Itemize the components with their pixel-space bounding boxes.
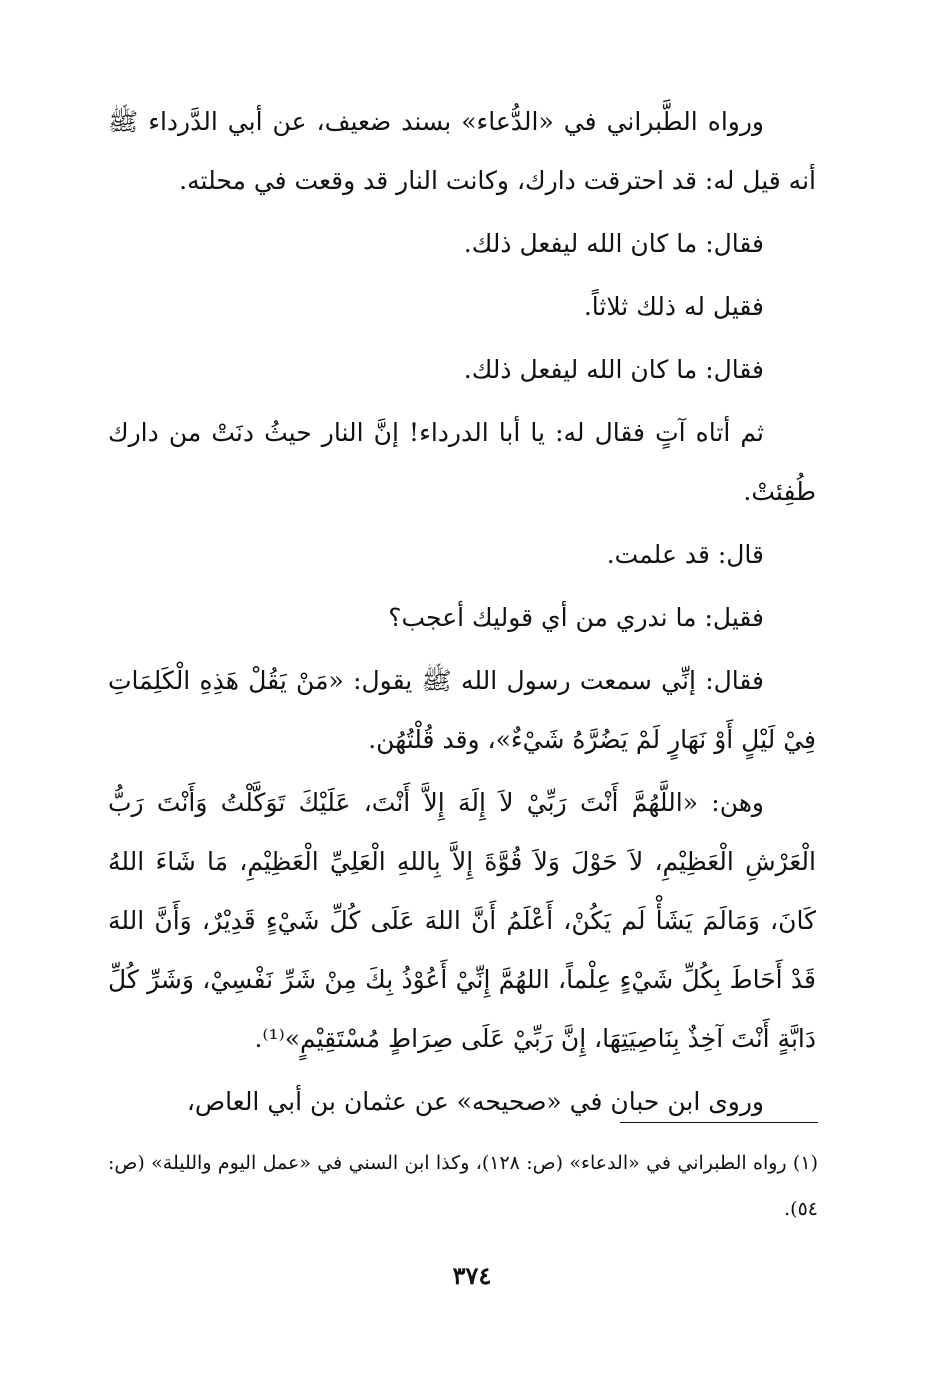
footnote-1: (١) رواه الطبراني في «الدعاء» (ص: ١٢٨)، وكذا ابن السني في «عمل اليوم والليلة» (ص: ٥٤). <box>108 1152 818 1220</box>
footnote-divider <box>620 1122 818 1123</box>
paragraph-2: فقال: ما كان الله ليفعل ذلك. <box>463 229 764 258</box>
main-text <box>108 92 816 1131</box>
paragraph-3: فقيل له ذلك ثلاثاً. <box>583 292 764 321</box>
paragraph-9: وهن: «اللَّهُمَّ أَنْتَ رَبِّيْ لاَ إِلَهَ إِلاَّ أَنْتَ، عَلَيْكَ تَوَكَّلْتُ وَأَنْتَ رَبُّ الْعَرْشِ الْعَظِيْمِ، لاَ حَوْلَ وَلاَ قُوَّةَ إِلاَّ بِاللهِ الْعَلِيِّ الْعَظِيْمِ، مَا شَاءَ اللهُ كَانَ، وَمَالَمَ يَشَأْ لَم يَكُنْ، أَعْلَمُ أَنَّ اللهَ عَلَى كُلِّ شَيْءٍ قَدِيْرٌ، وَأَنَّ اللهَ قَدْ أَحَاطَ بِكُلِّ شَيْءٍ عِلْماً، اللهُمَّ إِنِّيْ أَعُوْذُ بِكَ مِنْ شَرِّ نَفْسِيْ، وَشَرِّ كُلِّ دَابَّةٍ أَنْتَ آخِذٌ بِنَاصِيَتِهَا، إِنَّ رَبِّيْ عَلَى صِرَاطٍ مُسْتَقِيْمٍ»⁽¹⁾. <box>108 788 816 1053</box>
footnotes <box>108 1140 818 1232</box>
paragraph-6: قال: قد علمت. <box>606 540 764 569</box>
paragraph-10: وروى ابن حبان في «صحيحه» عن عثمان بن أبي العاص، <box>186 1087 764 1116</box>
paragraph-7: فقيل: ما ندري من أي قوليك أعجب؟ <box>388 603 764 632</box>
page-number: ٣٧٤ <box>452 1261 492 1290</box>
paragraph-1: ورواه الطَّبراني في «الدُّعاء» بسند ضعيف، عن أبي الدَّرداء ﷺ أنه قيل له: قد احترقت دارك، وكانت النار قد وقعت في محلته. <box>108 107 816 195</box>
paragraph-5: ثم أتاه آتٍ فقال له: يا أبا الدرداء! إنَّ النار حيثُ دنَتْ من دارك طُفِئتْ. <box>108 418 816 506</box>
paragraph-4: فقال: ما كان الله ليفعل ذلك. <box>463 355 764 384</box>
paragraph-8: فقال: إنِّي سمعت رسول الله ﷺ يقول: «مَنْ يَقُلْ هَذِهِ الْكَلِمَاتِ فِيْ لَيْلٍ أَوْ نَهَارٍ لَمْ يَضُرَّهُ شَيْءٌ»، وقد قُلْتُهُن. <box>108 666 816 754</box>
